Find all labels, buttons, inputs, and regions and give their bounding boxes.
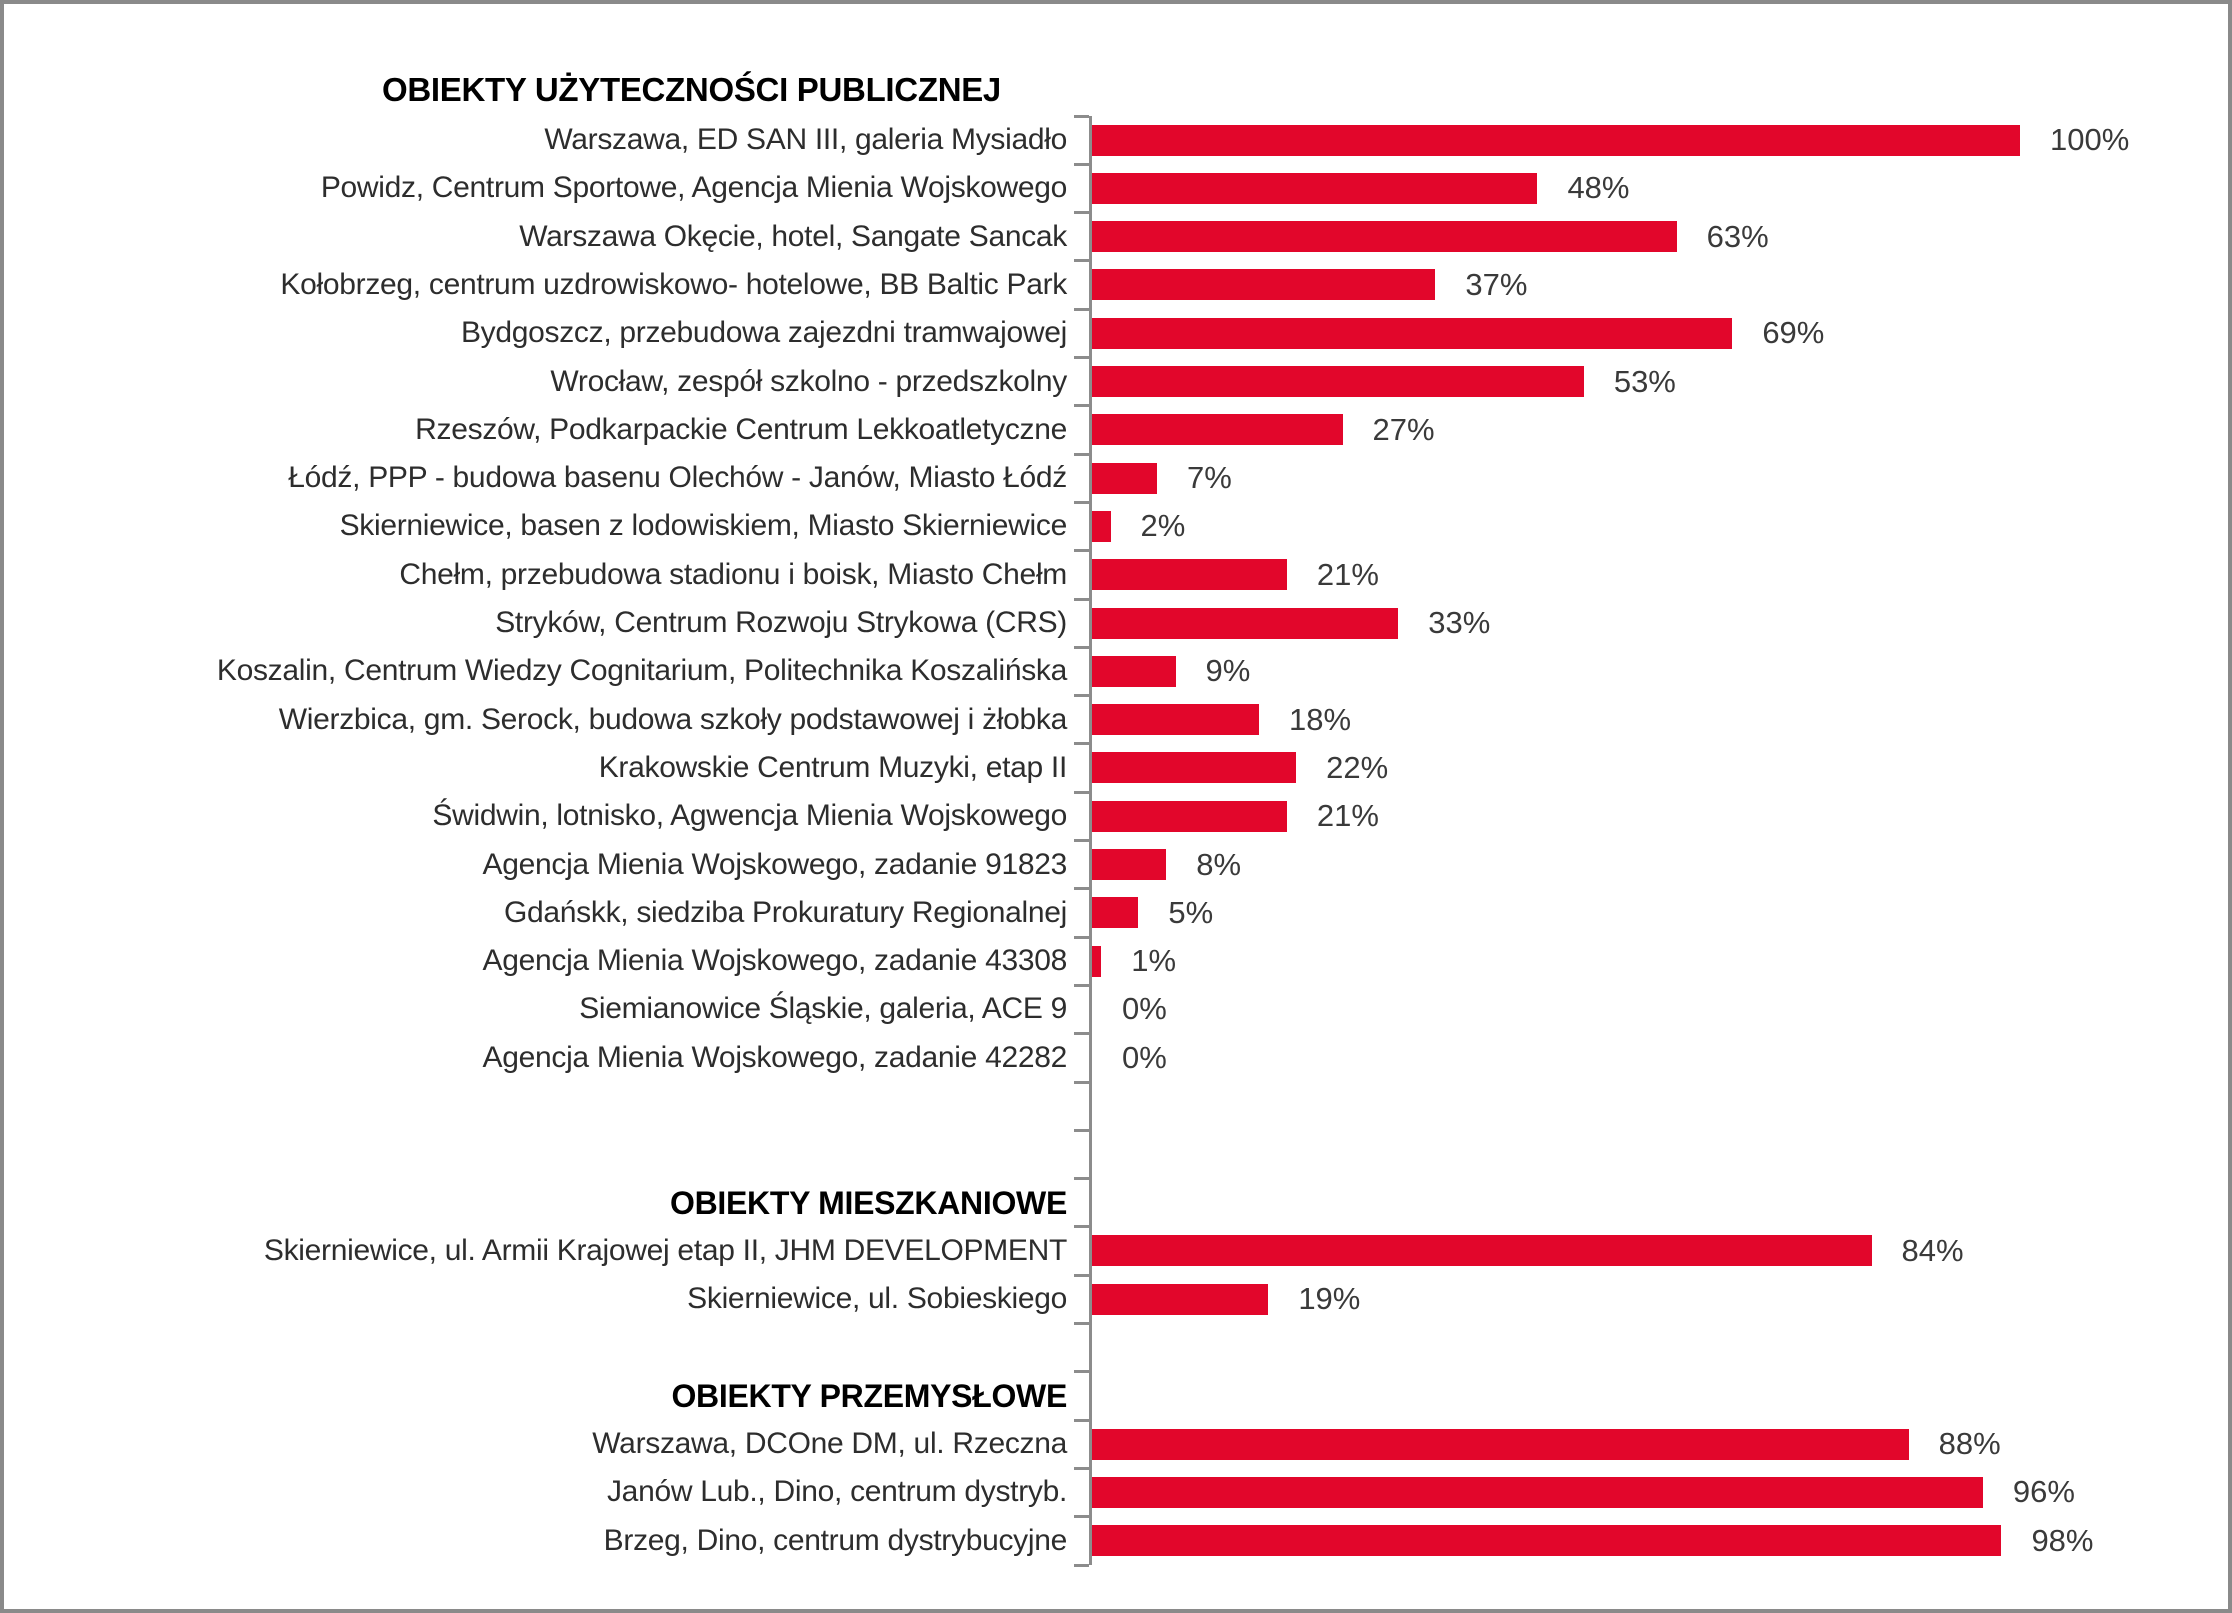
- bar: [1092, 221, 1677, 252]
- bar-label: Bydgoszcz, przebudowa zajezdni tramwajowej: [460, 316, 1067, 350]
- bar-row: [4, 1468, 2228, 1517]
- bar-row: [4, 213, 2228, 262]
- axis-tick: [1074, 308, 1089, 311]
- axis-tick: [1074, 453, 1089, 456]
- axis-tick: [1074, 791, 1089, 794]
- bar-label: Świdwin, lotnisko, Agwencja Mienia Wojskowego: [432, 799, 1067, 833]
- bar-value-label: 0%: [1122, 1039, 1167, 1075]
- bar-value-label: 18%: [1289, 701, 1352, 737]
- axis-tick: [1074, 1129, 1089, 1132]
- bar-row: [4, 309, 2228, 358]
- bar: [1092, 1284, 1268, 1315]
- axis-tick: [1074, 211, 1089, 214]
- bar-label: Stryków, Centrum Rozwoju Strykowa (CRS): [495, 606, 1067, 639]
- bar-row: [4, 116, 2228, 165]
- bar: [1092, 1429, 1909, 1460]
- bar-value-label: 48%: [1567, 170, 1630, 206]
- bar-label: Wrocław, zespół szkolno - przedszkolny: [550, 364, 1067, 398]
- axis-tick: [1074, 1274, 1089, 1277]
- axis-tick: [1074, 646, 1089, 649]
- axis-line: [1089, 116, 1092, 1565]
- bar-value-label: 27%: [1372, 411, 1435, 447]
- bar-label: Warszawa, DCOne DM, ul. Rzeczna: [592, 1427, 1067, 1461]
- bar-label: Janów Lub., Dino, centrum dystryb.: [606, 1475, 1067, 1509]
- bar: [1092, 366, 1584, 397]
- axis-tick: [1074, 598, 1089, 601]
- bar-value-label: 5%: [1168, 894, 1214, 930]
- bar-row: [4, 599, 2228, 648]
- bar-row: [4, 164, 2228, 213]
- bar: [1092, 801, 1287, 832]
- group-title: OBIEKTY PRZEMYSŁOWE: [671, 1377, 1067, 1414]
- axis-tick: [1074, 887, 1089, 890]
- axis-tick: [1074, 259, 1089, 262]
- bar-row: [4, 1420, 2228, 1469]
- bar-row: [4, 937, 2228, 986]
- axis-tick: [1074, 694, 1089, 697]
- axis-tick: [1074, 1322, 1089, 1325]
- axis-tick: [1074, 404, 1089, 407]
- bar-value-label: 88%: [1938, 1426, 2001, 1462]
- axis-tick: [1074, 936, 1089, 939]
- bar-value-label: 96%: [2012, 1474, 2075, 1510]
- bar: [1092, 463, 1157, 494]
- bar-label: Skierniewice, ul. Armii Krajowej etap II, JHM DEVELOPMENT: [263, 1233, 1067, 1267]
- bar-row: [4, 1034, 2228, 1083]
- bar: [1092, 269, 1435, 300]
- axis-tick: [1074, 501, 1089, 504]
- bar: [1092, 656, 1176, 687]
- bar: [1092, 559, 1287, 590]
- bar-label: Skierniewice, ul. Sobieskiego: [687, 1282, 1067, 1316]
- axis-tick: [1074, 1467, 1089, 1470]
- axis-tick: [1074, 1177, 1089, 1180]
- bar-label: Warszawa, ED SAN III, galeria Mysiadło: [544, 123, 1067, 156]
- bar-value-label: 9%: [1205, 653, 1251, 689]
- bar: [1092, 173, 1537, 204]
- bar-row: [4, 502, 2228, 551]
- group-title-public: OBIEKTY UŻYTECZNOŚCI PUBLICZNEJ: [382, 71, 1001, 108]
- bar-value-label: 53%: [1613, 363, 1676, 399]
- bar: [1092, 608, 1398, 639]
- bar-label: Wierzbica, gm. Serock, budowa szkoły podstawowej i żłobka: [278, 702, 1067, 736]
- bar-label: Powidz, Centrum Sportowe, Agencja Mienia Wojskowego: [320, 171, 1067, 205]
- bar-value-label: 100%: [2050, 122, 2130, 157]
- bar: [1092, 704, 1259, 735]
- bar: [1092, 1525, 2001, 1556]
- axis-tick: [1074, 1515, 1089, 1518]
- bar-value-label: 33%: [1428, 605, 1491, 640]
- bar-row: [4, 551, 2228, 600]
- bar-value-label: 84%: [1901, 1232, 1964, 1268]
- axis-tick: [1074, 984, 1089, 987]
- axis-tick: [1074, 549, 1089, 552]
- axis-tick: [1074, 1032, 1089, 1035]
- bar-row: [4, 841, 2228, 890]
- bar-row: [4, 696, 2228, 745]
- bar-label: Koszalin, Centrum Wiedzy Cognitarium, Politechnika Koszalińska: [216, 654, 1067, 688]
- bar: [1092, 752, 1296, 783]
- bar-row: [4, 454, 2228, 503]
- axis-tick: [1074, 163, 1089, 166]
- bar-label: Agencja Mienia Wojskowego, zadanie 43308: [482, 944, 1067, 978]
- bar-label: Rzeszów, Podkarpackie Centrum Lekkoatletyczne: [415, 412, 1067, 446]
- group-title-row: [4, 1179, 2228, 1228]
- bar-value-label: 22%: [1326, 749, 1389, 785]
- bar-value-label: 1%: [1131, 943, 1177, 979]
- bar-row: [4, 406, 2228, 455]
- bar: [1092, 897, 1138, 928]
- axis-tick: [1074, 1370, 1089, 1373]
- bar-label: Siemianowice Śląskie, galeria, ACE 9: [579, 992, 1067, 1026]
- axis-tick: [1074, 115, 1089, 118]
- bar: [1092, 946, 1101, 977]
- bar-row: [4, 1227, 2228, 1276]
- bar-value-label: 8%: [1196, 846, 1242, 882]
- bar-row: [4, 358, 2228, 407]
- bar-label: Skierniewice, basen z lodowiskiem, Miasto Skierniewice: [339, 509, 1067, 543]
- bar-row: [4, 1275, 2228, 1324]
- bar-row: [4, 1517, 2228, 1566]
- bar-value-label: 98%: [2031, 1522, 2094, 1558]
- bar-row: [4, 261, 2228, 310]
- group-title-row: [4, 1372, 2228, 1421]
- bar-value-label: 69%: [1762, 315, 1825, 351]
- bar-label: Agencja Mienia Wojskowego, zadanie 91823: [482, 847, 1067, 881]
- bar: [1092, 849, 1166, 880]
- axis-tick: [1074, 356, 1089, 359]
- bar-label: Chełm, przebudowa stadionu i boisk, Miasto Chełm: [399, 557, 1067, 591]
- bar-label: Agencja Mienia Wojskowego, zadanie 42282: [482, 1040, 1067, 1074]
- bar: [1092, 125, 2020, 156]
- bar: [1092, 1235, 1872, 1266]
- bar-row: [4, 985, 2228, 1034]
- bar-label: Warszawa Okęcie, hotel, Sangate Sancak: [519, 219, 1067, 253]
- bar-row: [4, 889, 2228, 938]
- axis-tick: [1074, 1225, 1089, 1228]
- bar-row: [4, 744, 2228, 793]
- bar-value-label: 2%: [1140, 508, 1186, 544]
- bar: [1092, 318, 1732, 349]
- group-title: OBIEKTY MIESZKANIOWE: [670, 1184, 1067, 1221]
- bar-label: Łódź, PPP - budowa basenu Olechów - Janów, Miasto Łódź: [288, 461, 1067, 495]
- bar-value-label: 19%: [1298, 1281, 1361, 1317]
- bar: [1092, 414, 1343, 445]
- bar-value-label: 63%: [1706, 218, 1769, 254]
- bar-label: Brzeg, Dino, centrum dystrybucyjne: [603, 1523, 1067, 1557]
- bar-label: Krakowskie Centrum Muzyki, etap II: [598, 750, 1067, 784]
- bar-row: [4, 647, 2228, 696]
- bar-value-label: 21%: [1316, 798, 1379, 834]
- bar-value-label: 0%: [1122, 991, 1167, 1027]
- bar-value-label: 37%: [1465, 266, 1528, 302]
- bar-value-label: 7%: [1186, 460, 1232, 496]
- bar-value-label: 21%: [1316, 556, 1379, 592]
- axis-tick: [1074, 742, 1089, 745]
- axis-tick: [1074, 1419, 1089, 1422]
- bar-row: [4, 792, 2228, 841]
- bar: [1092, 511, 1111, 542]
- bar-label: Kołobrzeg, centrum uzdrowiskowo- hotelowe, BB Baltic Park: [280, 267, 1067, 301]
- bar: [1092, 1477, 1983, 1508]
- bar-label: Gdańskk, siedziba Prokuratury Regionalnej: [503, 895, 1067, 929]
- axis-tick: [1074, 1081, 1089, 1084]
- axis-tick: [1074, 839, 1089, 842]
- axis-tick: [1074, 1564, 1089, 1567]
